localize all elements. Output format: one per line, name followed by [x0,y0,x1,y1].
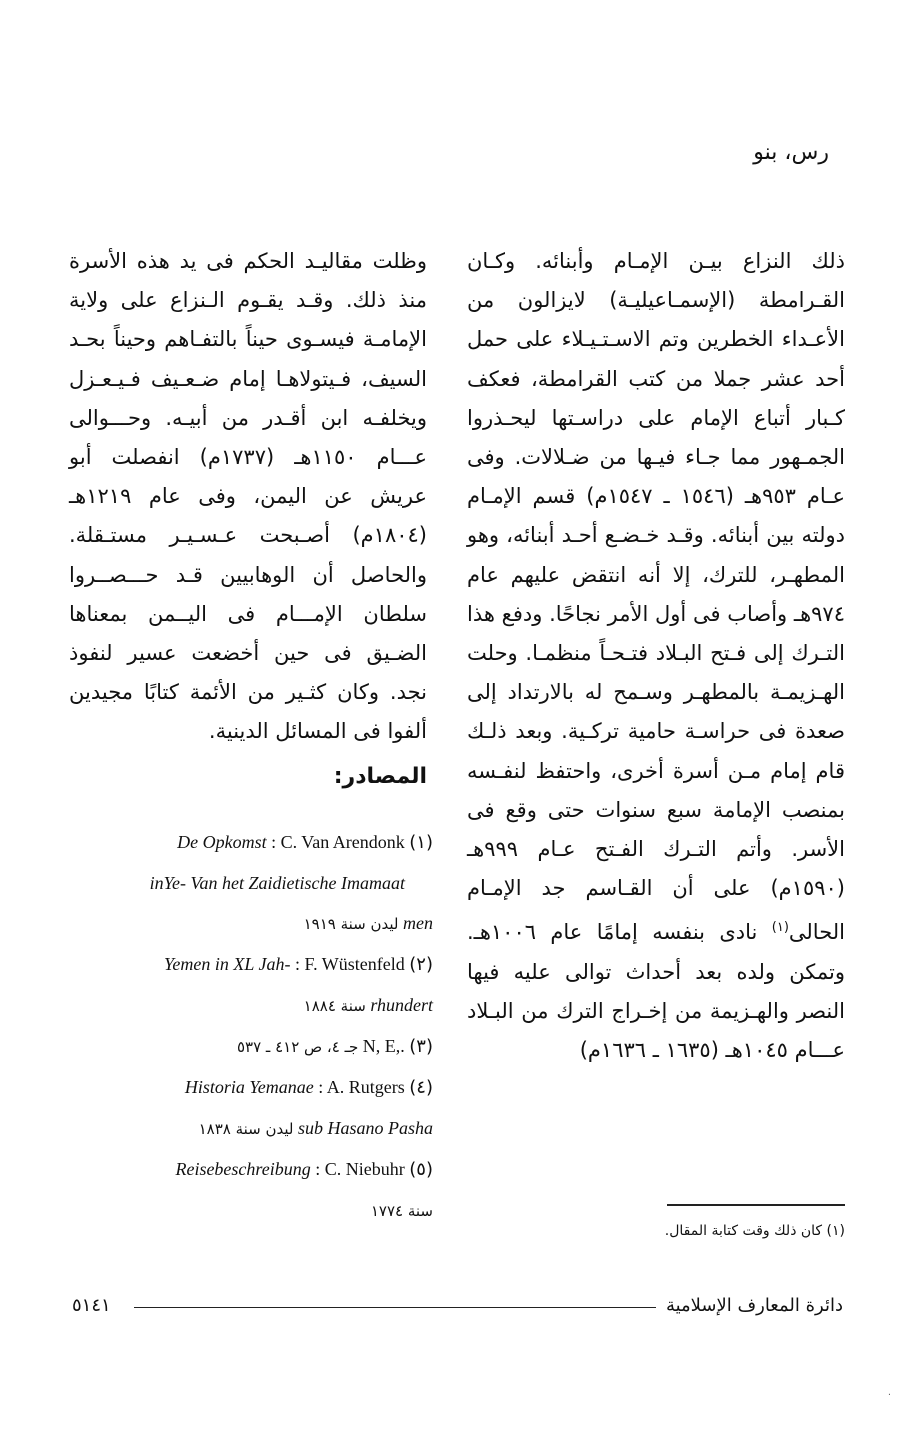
reference-number: (١) [409,832,433,853]
body-paragraph: وظلت مقاليـد الحكم فى يد هذه الأسرة منذ ذلك. وقـد يقـوم الـنزاع على ولاية الإمامـة فيسـوى حيناً بالتفـاهم وحيناً بحـد السيف، فـيتولاهـا إمام ضـعـيف فـيـعـزل ويخلفـه ابن أقـدر من أبيـه. وحـــوالى عـــام ١١٥٠هـ (١٧٣٧م) انفصلت أبو عريش عن اليمن، وفى عام ١٢١٩هـ (١٨٠٤م) أصـبحت عـسـيـر مستـقلة. والحاصل أن الوهابيين قـد حـــصــروا سلطان الإمـــام فى اليــمن بمعناها الضـيق فى حين أخضعت عسير لنفوذ نجد. وكان كثـير من الأئمة كتابًا مجيدين ألفوا فى المسائل الدينية. [69,249,427,744]
reference-line [73,1149,433,1190]
reference-author: C. Niebuhr [324,1159,405,1179]
reference-line [73,863,433,903]
reference-line [73,1108,433,1149]
reference-place-date: سنة ١٨٨٤ [303,997,366,1015]
reference-title: sub Hasano Pasha [297,1118,433,1138]
reference-title: De Opkomst [177,832,267,852]
left-column [69,242,427,796]
reference-author: C. Van Arendonk [280,832,405,852]
footer-title: دائرة المعارف الإسلامية [665,1295,843,1316]
footnote: (١) كان ذلك وقت كتابة المقال. [664,1223,845,1239]
reference-number: (٥) [409,1159,433,1180]
reference-separator: : [290,954,305,974]
reference-line [73,1067,433,1108]
reference-number: (٣) [409,1036,433,1057]
scan-speck: · [887,1390,891,1401]
reference-separator: : [266,832,281,852]
reference-title: men [403,913,433,933]
reference-title: inYe- Van het Zaidietische Imamaat [149,873,405,893]
reference-volume-pages: جـ ٤، ص ٤١٢ ـ ٥٣٧ [236,1038,359,1056]
reference-title: Reisebeschreibung [175,1159,311,1179]
reference-title: rhundert [370,995,433,1015]
reference-title: Yemen in XL Jah- [164,954,291,974]
reference-date: سنة ١٧٧٤ [370,1202,433,1220]
reference-line [73,944,433,985]
reference-separator: : [310,1159,325,1179]
reference-line [73,1190,433,1231]
footnote-marker: (١) [771,920,789,936]
page-number: ٥١٤١ [72,1295,111,1316]
reference-line [73,1026,433,1067]
reference-title: Historia Yemanae [184,1077,314,1097]
sources-heading: المصادر: [333,763,427,789]
right-column [467,242,845,1070]
body-paragraph [467,242,845,1070]
reference-line [73,903,433,944]
footnote-divider [667,1204,845,1206]
reference-author: F. Wüstenfeld [304,954,405,974]
running-header: رس، بنو [753,140,829,165]
reference-line [73,822,433,863]
paragraph-text-tail: نادى بنفسه إمامًا عام ١٠٠٦هـ. وتمكن ولده بعد أحداث توالى عليه فيها النصر والهـزيمة من إخـراج الترك من البـلاد عـــام ١٠٤٥هـ (١٦٣٥ ـ ١٦٣٦م) [467,920,845,1063]
reference-author: A. Rutgers [326,1077,405,1097]
footer-divider [134,1307,656,1308]
reference-number: (٢) [409,954,433,975]
reference-separator: : [313,1077,327,1097]
reference-author: N, E,. [362,1036,405,1056]
reference-place-date: ليدن سنة ١٨٣٨ [198,1120,294,1138]
paragraph-text: ذلك النزاع بيـن الإمـام وأبنائه. وكـان القـرامطة (الإسمـاعيليـة) لايزالون من الأعـداء الخطرين وتم الاسـتـيـلاء على حمل أحد عشر جملا من كتب القرامطة، فعكف كـبار أتباع الإمام على دراسـتها ليحـذروا الجمـهور مما جـاء فيـها من ضـلالات. وفى عـام ٩٥٣هـ (١٥٤٦ ـ ١٥٤٧م) قسم الإمـام دولته بين أبنائه. وقـد خـضـع أحـد أبنائه، وهو المطهـر، للترك، إلا أنه انتقض عليهم عام ٩٧٤هـ وأصاب فى أول الأمر نجاحًا. ودفع هذا التـرك إلى فـتح البـلاد فتـحـاً منظمـا. وحلت الهـزيمـة بالمطهـر وسـمح له بالارتداد إلى صعدة فى حراسـة حامية تركـية. وبعد ذلـك قام إمام مـن أسرة أخرى، واحتفظ لنفـسه بمنصب الإمامة سبع سنوات حتى وقع فى الأسر. وأتم التـرك الفـتح عـام ٩٩٩هـ (١٥٩٠م) على أن القـاسم جد الإمـام الحالى [467,249,845,945]
reference-number: (٤) [409,1077,433,1098]
references-list [73,822,433,1231]
reference-place-date: ليدن سنة ١٩١٩ [303,915,399,933]
reference-line [73,985,433,1026]
